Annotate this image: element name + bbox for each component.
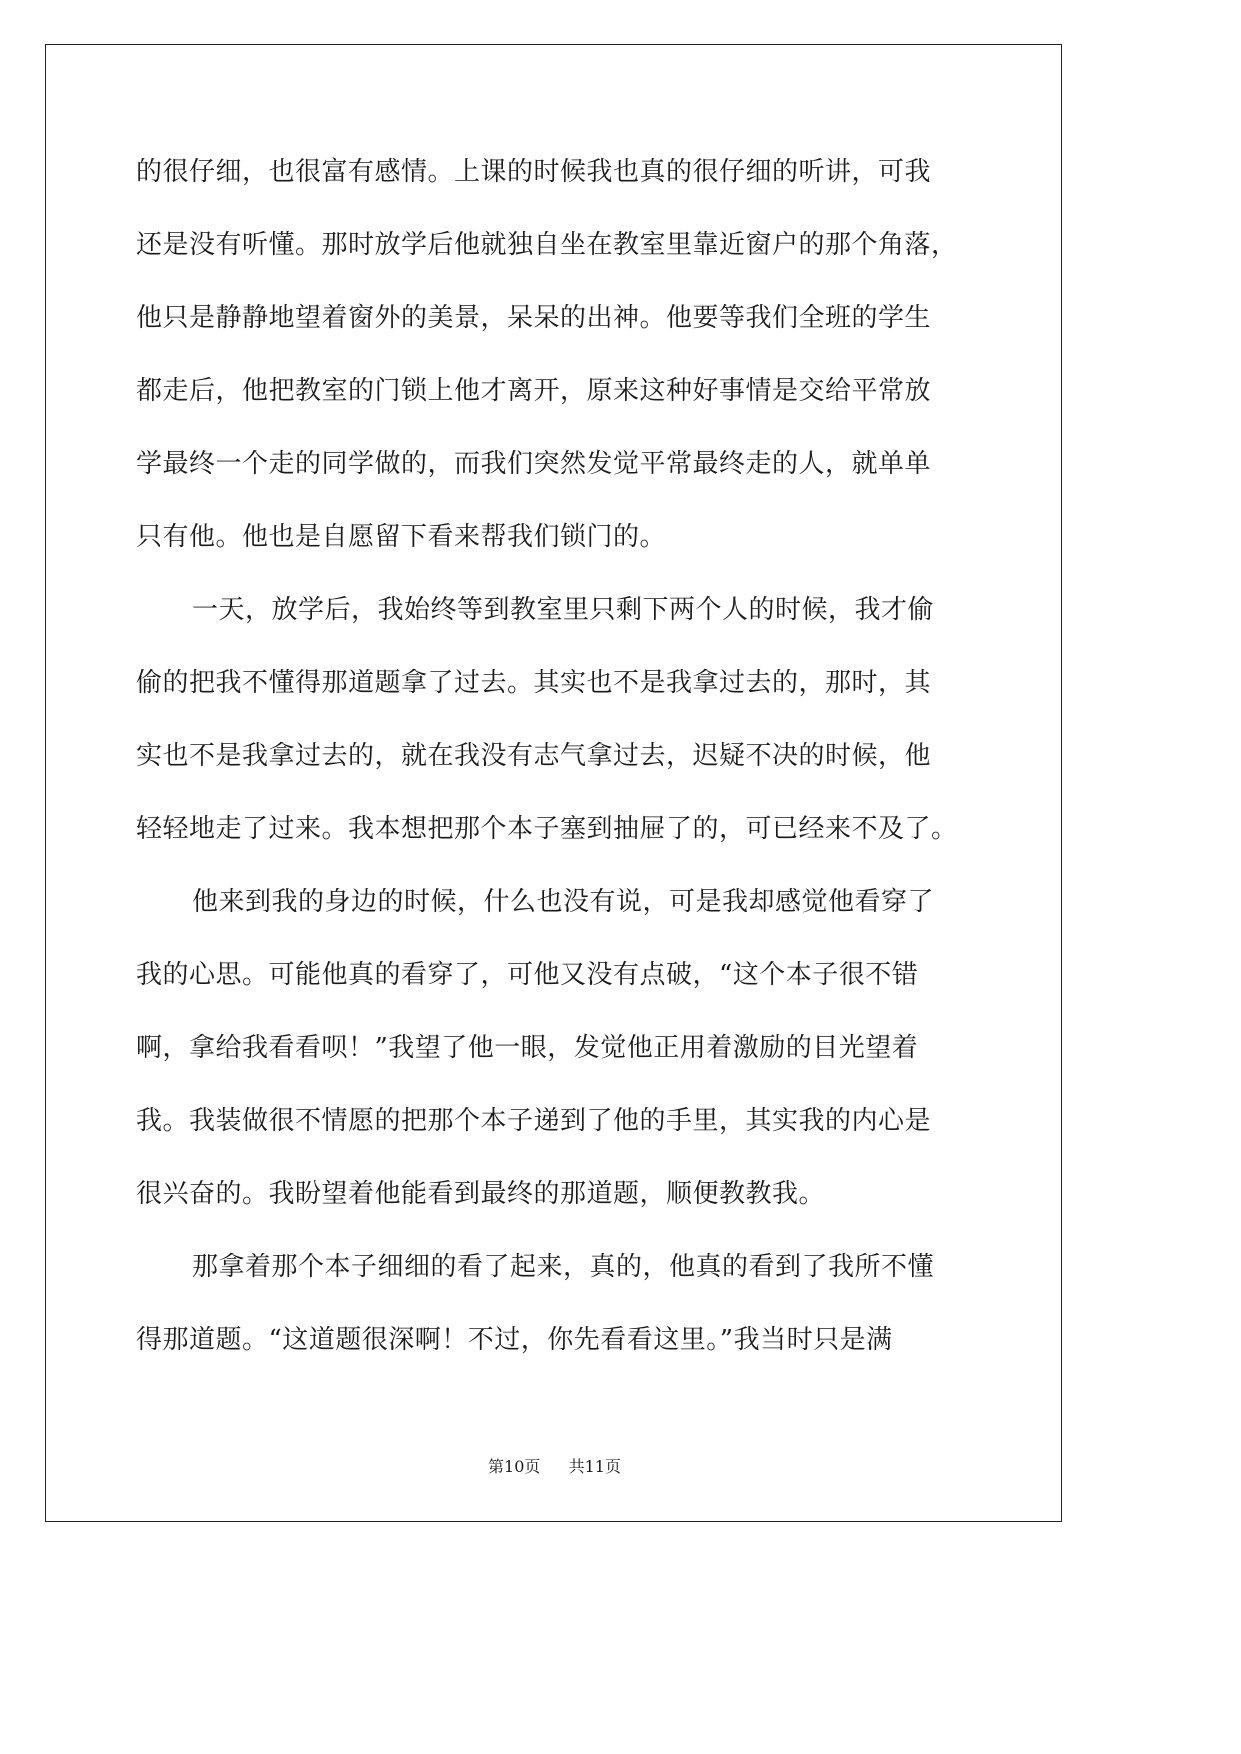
- page-border: [45, 44, 1062, 1522]
- text-line: 得那道题。“这道题很深啊！不过，你先看看这里。”我当时只是满: [136, 1325, 893, 1355]
- page-number: 第10页: [488, 1457, 541, 1476]
- text-line: 我。我装做很不情愿的把那个本子递到了他的手里，其实我的内心是: [136, 1106, 932, 1136]
- text-line: 还是没有听懂。那时放学后他就独自坐在教室里靠近窗户的那个角落，: [136, 230, 958, 260]
- text-line: 的很仔细，也很富有感情。上课的时候我也真的很仔细的听讲，可我: [136, 157, 932, 187]
- text-line: 一天，放学后，我始终等到教室里只剩下两个人的时候，我才偷: [192, 595, 935, 625]
- text-line: 偷的把我不懂得那道题拿了过去。其实也不是我拿过去的，那时，其: [136, 668, 932, 698]
- text-line: 学最终一个走的同学做的，而我们突然发觉平常最终走的人，就单单: [136, 449, 932, 479]
- page-footer: [0, 1454, 1109, 1477]
- text-line: 都走后，他把教室的门锁上他才离开，原来这种好事情是交给平常放: [136, 376, 932, 406]
- text-line: 那拿着那个本子细细的看了起来，真的，他真的看到了我所不懂: [192, 1252, 935, 1282]
- text-line: 啊，拿给我看看呗！”我望了他一眼，发觉他正用着激励的目光望着: [136, 1033, 919, 1063]
- text-line: 他只是静静地望着窗外的美景，呆呆的出神。他要等我们全班的学生: [136, 303, 932, 333]
- page-total: 共11页: [568, 1457, 621, 1476]
- text-line: 实也不是我拿过去的，就在我没有志气拿过去，迟疑不决的时候，他: [136, 741, 932, 771]
- text-line: 我的心思。可能他真的看穿了，可他又没有点破，“这个本子很不错: [136, 960, 919, 990]
- text-line: 很兴奋的。我盼望着他能看到最终的那道题，顺便教教我。: [136, 1179, 826, 1209]
- text-line: 轻轻地走了过来。我本想把那个本子塞到抽屉了的，可已经来不及了。: [136, 814, 958, 844]
- text-line: 只有他。他也是自愿留下看来帮我们锁门的。: [136, 522, 667, 552]
- text-line: 他来到我的身边的时候，什么也没有说，可是我却感觉他看穿了: [192, 887, 935, 917]
